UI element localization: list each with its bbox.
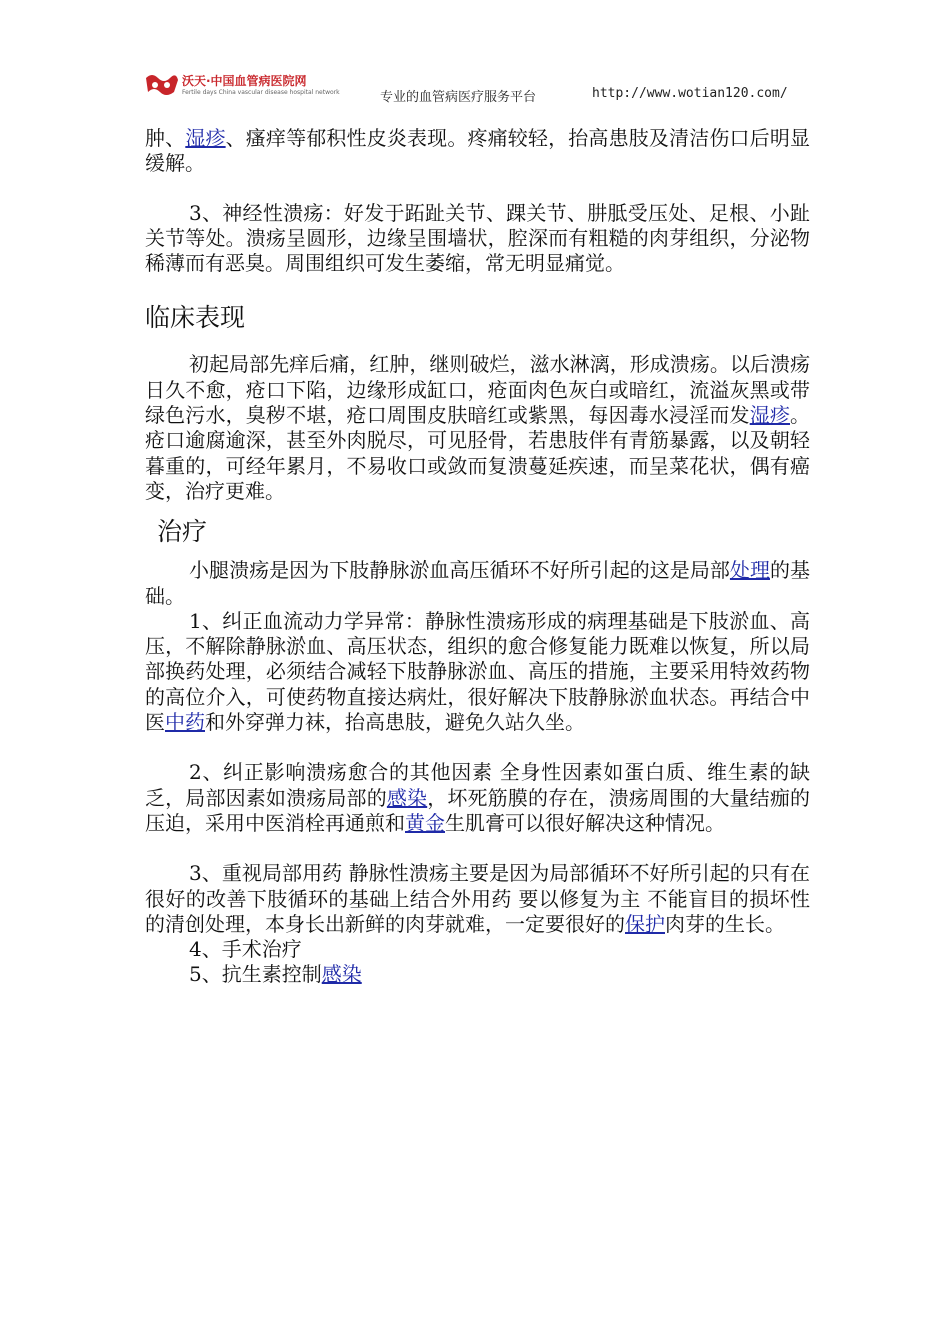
link-infection-2[interactable]: 感染	[321, 962, 362, 987]
logo-title: 沃天·中国血管病医院网	[182, 74, 307, 88]
link-infection[interactable]: 感染	[386, 785, 428, 810]
link-gold[interactable]: 黄金	[405, 810, 445, 835]
paragraph-treatment-5: 5、抗生素控制感染	[189, 962, 362, 987]
site-url[interactable]: http://www.wotian120.com/	[592, 86, 788, 101]
site-logo[interactable]	[144, 70, 340, 100]
site-tagline: 专业的血管病医疗服务平台	[380, 90, 537, 105]
paragraph-treatment-intro: 小腿溃疡是因为下肢静脉淤血高压循环不好所引起的这是局部处理的基础。	[145, 558, 811, 608]
heading-clinical: 临床表现	[145, 303, 246, 333]
paragraph-clinical: 初起局部先痒后痛，红肿，继则破烂，滋水淋漓，形成溃疡。以后溃疡日久不愈，疮口下陷，边缘形成缸口，疮面肉色灰白或暗红，流溢灰黑或带绿色污水，臭秽不堪，疮口周围皮肤暗红或紫黑，每因毒水浸淫而发湿疹。疮口逾腐逾深，甚至外肉脱尽，可见胫骨，若患肢伴有青筋暴露，以及朝轻暮重的，可经年累月，不易收口或敛而复溃蔓延疾速，而呈菜花状，偶有癌变，治疗更难。	[145, 352, 810, 503]
page-header	[144, 66, 814, 106]
link-treatment[interactable]: 处理	[729, 558, 770, 583]
paragraph-treatment-4: 4、手术治疗	[189, 937, 302, 962]
link-eczema[interactable]: 湿疹	[185, 126, 226, 150]
link-protect[interactable]: 保护	[625, 911, 665, 936]
paragraph-treatment-2: 2、纠正影响溃疡愈合的其他因素 全身性因素如蛋白质、维生素的缺乏，局部因素如溃疡局部的感染，坏死筋膜的存在，溃疡周围的大量结痂的压迫，采用中医消栓再通煎和黄金生肌膏可以很好解决这种情况。	[145, 760, 810, 835]
logo-mark-icon	[144, 70, 180, 100]
link-chinese-medicine[interactable]: 中药	[165, 710, 205, 735]
logo-subtitle: Fertile days China vascular disease hospital network	[182, 89, 340, 96]
paragraph-treatment-1: 1、纠正血流动力学异常：静脉性溃疡形成的病理基础是下肢淤血、高压，不解除静脉淤血、高压状态，组织的愈合修复能力既难以恢复，所以局部换药处理，必须结合减轻下肢静脉淤血、高压的措施，主要采用特效药物的高位介入，可使药物直接达病灶，很好解决下肢静脉淤血状态。再结合中医中药和外穿弹力袜，抬高患肢，避免久站久坐。	[145, 608, 810, 735]
paragraph-neuropathic-ulcer: 3、神经性溃疡：好发于跖趾关节、踝关节、肼胝受压处、足根、小趾关节等处。溃疡呈圆形，边缘呈围墙状，腔深而有粗糙的肉芽组织，分泌物稀薄而有恶臭。周围组织可发生萎缩，常无明显痛觉。	[145, 200, 810, 276]
heading-treatment: 治疗	[157, 517, 208, 547]
paragraph-treatment-3: 3、重视局部用药 静脉性溃疡主要是因为局部循环不好所引起的只有在很好的改善下肢循环的基础上结合外用药 要以修复为主 不能盲目的损坏性的清创处理，本身长出新鲜的肉芽就难，一定要很好的保护肉芽的生长。	[145, 861, 810, 936]
article-body	[145, 126, 810, 988]
link-eczema-2[interactable]: 湿疹	[749, 403, 790, 428]
paragraph-venous-ulcer-end: 肿、湿疹、瘙痒等郁积性皮炎表现。疼痛较轻，抬高患肢及清洁伤口后明显缓解。	[145, 126, 810, 176]
